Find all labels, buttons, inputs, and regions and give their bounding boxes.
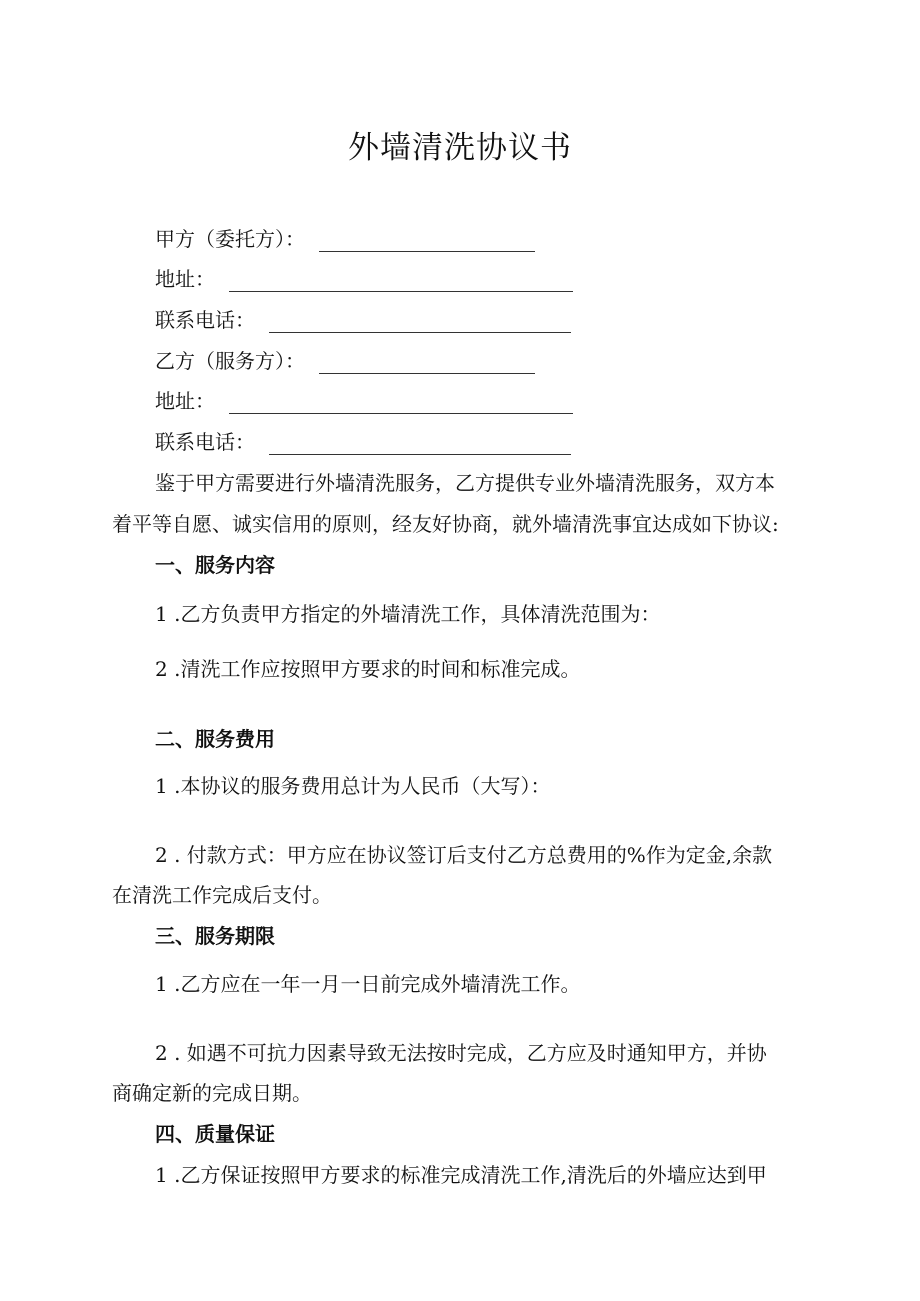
section-item: 2 . 如遇不可抗力因素导致无法按时完成，乙方应及时通知甲方，并协 bbox=[155, 1041, 767, 1065]
blank-line bbox=[319, 353, 535, 374]
blank-line bbox=[269, 312, 571, 333]
field-party-b-address bbox=[155, 389, 573, 414]
intro-line-2: 着平等自愿、诚实信用的原则，经友好协商，就外墙清洗事宜达成如下协议: bbox=[112, 512, 779, 536]
field-label: 乙方（服务方）： bbox=[155, 349, 305, 373]
section-heading: 一、服务内容 bbox=[155, 553, 275, 577]
document-title: 外墙清洗协议书 bbox=[348, 130, 572, 166]
section-item: 1 .本协议的服务费用总计为人民币（大写）： bbox=[155, 774, 551, 798]
field-label: 地址： bbox=[155, 389, 215, 413]
field-label: 联系电话： bbox=[155, 430, 255, 454]
field-party-a-address bbox=[155, 267, 573, 292]
field-label: 联系电话： bbox=[155, 308, 255, 332]
field-party-b bbox=[155, 349, 535, 374]
field-party-a-phone bbox=[155, 308, 571, 333]
field-party-b-phone bbox=[155, 430, 571, 455]
section-item: 1 .乙方负责甲方指定的外墙清洗工作，具体清洗范围为： bbox=[155, 602, 661, 626]
field-label: 甲方（委托方）： bbox=[155, 227, 305, 251]
blank-line bbox=[229, 271, 573, 292]
section-item-continuation: 商确定新的完成日期。 bbox=[112, 1081, 312, 1105]
section-item: 1 .乙方保证按照甲方要求的标准完成清洗工作,清洗后的外墙应达到甲 bbox=[155, 1163, 767, 1187]
blank-line bbox=[319, 231, 535, 252]
section-item: 2 . 付款方式：甲方应在协议签订后支付乙方总费用的%作为定金,余款 bbox=[155, 843, 773, 867]
blank-line bbox=[269, 434, 571, 455]
field-party-a bbox=[155, 227, 535, 252]
section-heading: 三、服务期限 bbox=[155, 924, 275, 948]
intro-line-1: 鉴于甲方需要进行外墙清洗服务，乙方提供专业外墙清洗服务，双方本 bbox=[155, 471, 775, 495]
blank-line bbox=[229, 393, 573, 414]
section-item: 2 .清洗工作应按照甲方要求的时间和标准完成。 bbox=[155, 657, 581, 681]
section-heading: 二、服务费用 bbox=[155, 727, 275, 751]
field-label: 地址： bbox=[155, 267, 215, 291]
section-heading: 四、质量保证 bbox=[155, 1122, 275, 1146]
section-item-continuation: 在清洗工作完成后支付。 bbox=[112, 883, 332, 907]
section-item: 1 .乙方应在一年一月一日前完成外墙清洗工作。 bbox=[155, 972, 581, 996]
